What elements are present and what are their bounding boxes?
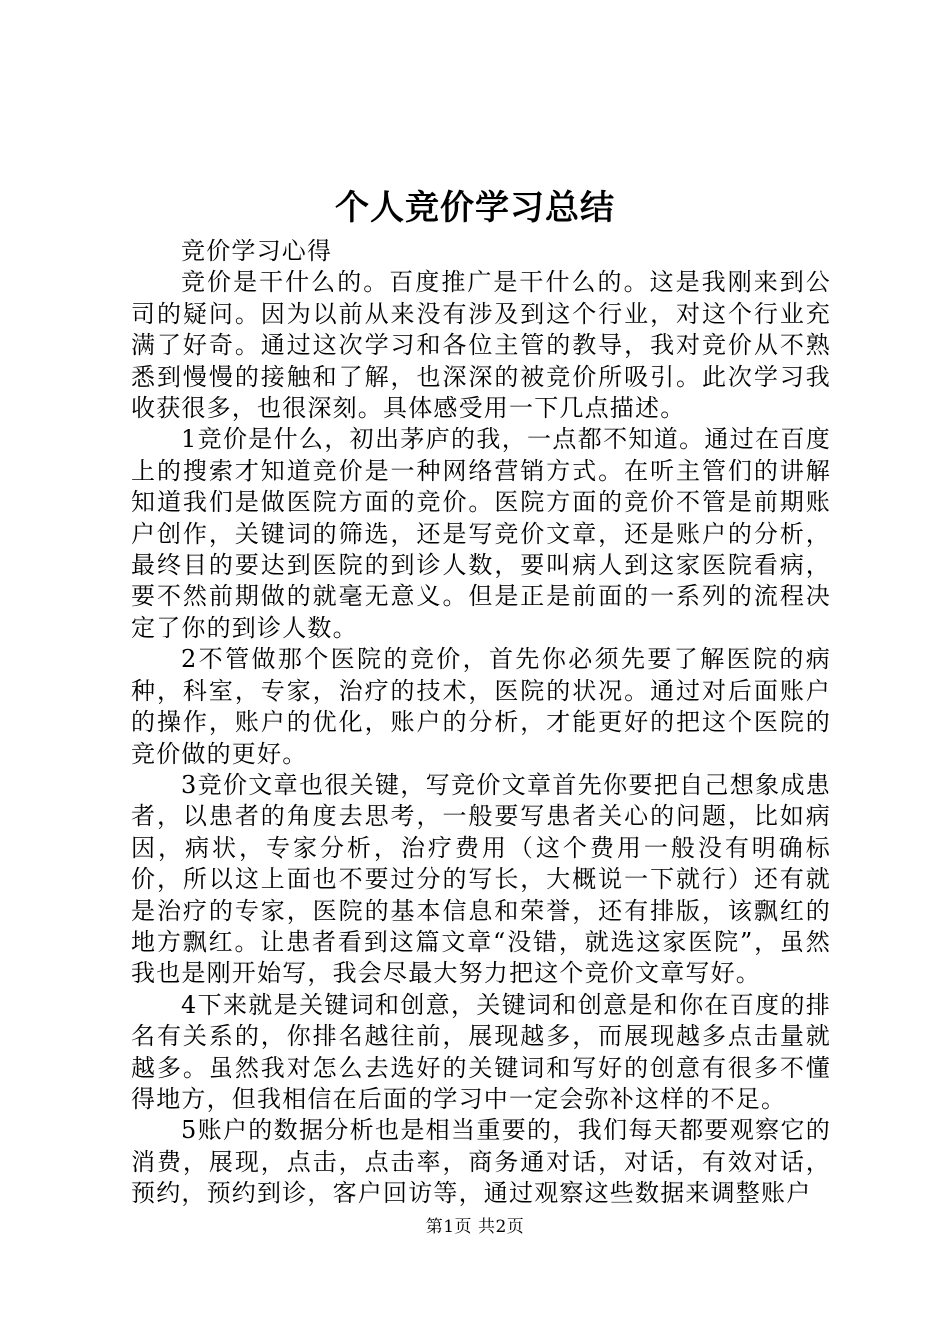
- section-subtitle: 竞价学习心得: [181, 237, 333, 265]
- page-number-footer: 第1页 共2页: [425, 1217, 525, 1237]
- paragraph-point-2: 2不管做那个医院的竞价，首先你必须先要了解医院的病种，科室，专家，治疗的技术，医院的状况。通过对后面账户的操作，账户的优化，账户的分析，才能更好的把这个医院的竞价做的更好。: [131, 645, 831, 768]
- paragraph-point-4: 4下来就是关键词和创意，关键词和创意是和你在百度的排名有关系的，你排名越往前，展现越多，而展现越多点击量就越多。虽然我对怎么去选好的关键词和写好的创意有很多不懂得地方，但我相信在后面的学习中一定会弥补这样的不足。: [131, 990, 831, 1113]
- paragraph-point-5: 5账户的数据分析也是相当重要的，我们每天都要观察它的消费，展现，点击，点击率，商务通对话，对话，有效对话，预约，预约到诊，客户回访等，通过观察这些数据来调整账户: [131, 1116, 831, 1208]
- paragraph-point-3: 3竞价文章也很关键，写竞价文章首先你要把自己想象成患者，以患者的角度去思考，一般要写患者关心的问题，比如病因，病状，专家分析，治疗费用（这个费用一般没有明确标价，所以这上面也不要过分的写长，大概说一下就行）还有就是治疗的专家，医院的基本信息和荣誉，还有排版，该飘红的地方飘红。让患者看到这篇文章“没错，就选这家医院”，虽然我也是刚开始写，我会尽最大努力把这个竞价文章写好。: [131, 770, 831, 988]
- document-body: [131, 236, 831, 1210]
- paragraph-point-1: 1竞价是什么，初出茅庐的我，一点都不知道。通过在百度上的搜索才知道竞价是一种网络营销方式。在听主管们的讲解知道我们是做医院方面的竞价。医院方面的竞价不管是前期账户创作，关键词的筛选，还是写竞价文章，还是账户的分析，最终目的要达到医院的到诊人数，要叫病人到这家医院看病，要不然前期做的就毫无意义。但是正是前面的一系列的流程决定了你的到诊人数。: [131, 425, 831, 642]
- paragraph-intro: 竞价是干什么的。百度推广是干什么的。这是我刚来到公司的疑问。因为以前从来没有涉及到这个行业，对这个行业充满了好奇。通过这次学习和各位主管的教导，我对竞价从不熟悉到慢慢的接触和了解，也深深的被竞价所吸引。此次学习我收获很多，也很深刻。具体感受用一下几点描述。: [131, 268, 831, 423]
- document-title: 个人竞价学习总结: [335, 188, 615, 228]
